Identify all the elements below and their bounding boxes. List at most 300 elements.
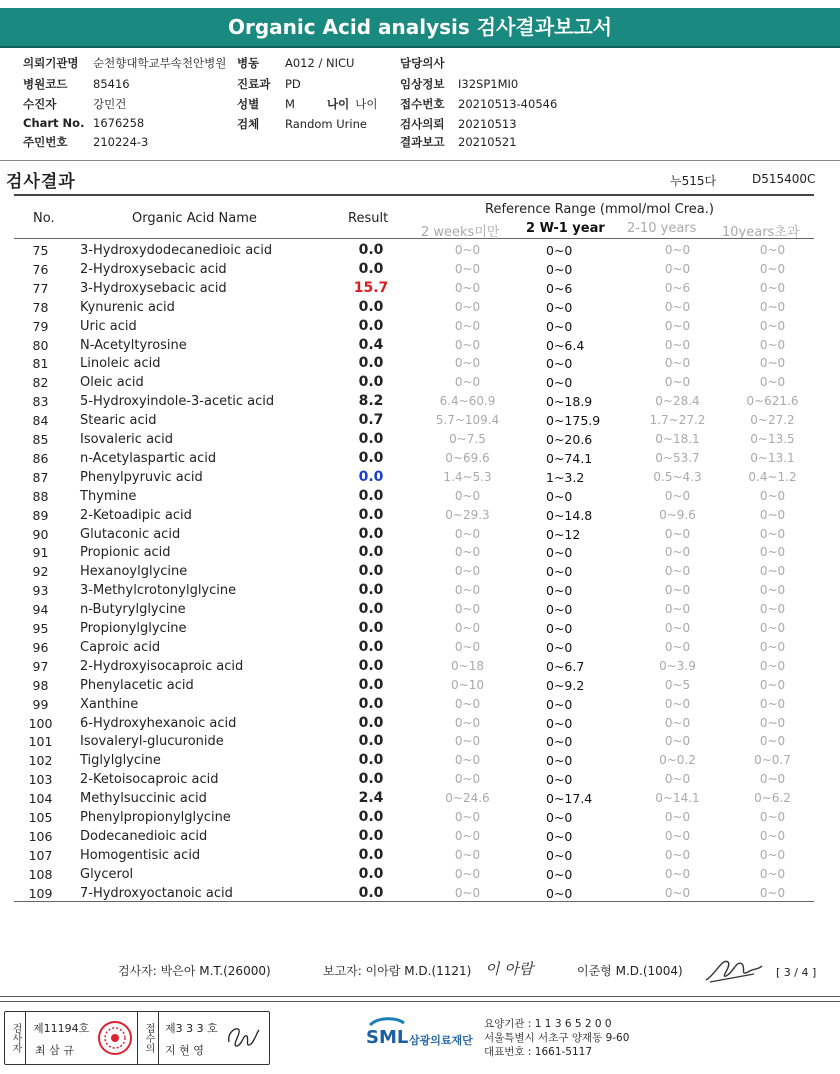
range-2weeks: 0~0	[454, 356, 481, 371]
range-10y: 0~13.1	[750, 450, 795, 465]
acid-name: Isovaleric acid	[80, 432, 174, 447]
acid-name: Phenylpyruvic acid	[80, 469, 203, 485]
info-right-value: 20210513-40546	[458, 97, 558, 111]
row-number: 92	[32, 564, 49, 580]
acid-name: n-Butyrylglycine	[80, 602, 186, 618]
acid-name: Glycerol	[80, 866, 134, 882]
range-2weeks: 0~0	[454, 753, 481, 768]
range-2-10y: 0~0	[664, 356, 691, 371]
result-value: 0.0	[358, 733, 384, 750]
table-row	[0, 298, 840, 317]
age-field: 나이 나이	[327, 97, 378, 111]
info-right-field-4	[400, 134, 517, 150]
row-number: 94	[32, 602, 49, 618]
acid-name: Glutaconic acid	[80, 526, 181, 542]
table-row	[0, 789, 840, 808]
table-row	[0, 884, 840, 903]
result-value: 0.0	[358, 525, 384, 542]
range-2weeks: 0~0	[454, 375, 481, 390]
range-2w-1y: 0~0	[546, 866, 573, 882]
result-value: 0.0	[358, 752, 384, 769]
row-number: 109	[28, 885, 53, 901]
acid-name: Phenylacetic acid	[80, 677, 194, 693]
info-right-value: I32SP1MI0	[458, 77, 519, 91]
range-2weeks: 0~0	[454, 810, 481, 824]
info-right-field-0	[400, 55, 458, 71]
table-row	[0, 392, 840, 411]
range-2w-1y: 0~9.2	[546, 677, 585, 693]
table-row	[0, 487, 840, 506]
range-2-10y: 1.7~27.2	[649, 413, 706, 428]
range-2w-1y: 0~175.9	[546, 413, 601, 429]
row-number: 108	[28, 866, 53, 882]
range-2-10y: 0~0	[664, 545, 691, 560]
range-10y: 0~0	[759, 488, 786, 503]
result-value: 15.7	[353, 279, 389, 296]
range-2weeks: 0~0	[454, 261, 481, 276]
range-2w-1y: 0~0	[546, 243, 573, 258]
row-number: 83	[32, 394, 49, 410]
footer-divider	[0, 996, 840, 997]
row-number: 82	[32, 375, 49, 391]
range-2w-1y: 0~6.4	[546, 337, 585, 353]
range-10y: 0~0	[759, 677, 786, 692]
acid-name: Stearic acid	[80, 413, 157, 429]
info-left-field-1	[23, 76, 130, 92]
range-2weeks: 0~0	[454, 564, 481, 579]
table-row	[0, 430, 840, 449]
range-10y: 0~13.5	[750, 432, 795, 446]
info-mid-field-2	[237, 96, 295, 112]
result-value: 0.4	[358, 336, 384, 353]
acid-name: n-Acetylaspartic acid	[80, 450, 217, 466]
table-row	[0, 657, 840, 676]
range-2weeks: 5.7~109.4	[435, 413, 500, 428]
result-value: 0.0	[358, 298, 384, 315]
range-2-10y: 0~0	[664, 243, 691, 257]
range-2-10y: 0~0	[664, 828, 691, 843]
org-name: 삼광의료재단	[409, 1034, 473, 1047]
range-10y: 0~0	[759, 564, 786, 579]
range-2-10y: 0~0	[664, 488, 691, 503]
row-number: 86	[32, 450, 49, 466]
range-2weeks: 0~69.6	[445, 450, 490, 465]
range-2-10y: 0~0	[664, 583, 691, 598]
range-2-10y: 0~18.1	[655, 432, 700, 446]
range-2w-1y: 0~6	[546, 280, 573, 296]
range-10y: 0~0	[759, 847, 786, 862]
range-10y: 0~0	[759, 356, 786, 371]
range-2weeks: 0~0	[454, 828, 481, 843]
range-2weeks: 0~0	[454, 734, 481, 749]
info-left-label: 주민번호	[23, 135, 68, 149]
acid-name: Linoleic acid	[80, 356, 161, 372]
acid-name: 2-Hydroxyisocaproic acid	[80, 658, 244, 674]
cert1-name: 최 삼 규	[35, 1044, 74, 1057]
row-number: 87	[32, 469, 49, 485]
range-10y: 0~621.6	[746, 394, 799, 409]
cert1-label: 검사자	[5, 1012, 26, 1064]
acid-name: 5-Hydroxyindole-3-acetic acid	[80, 394, 275, 410]
range-2weeks: 1.4~5.3	[443, 469, 492, 484]
range-2-10y: 0~0	[664, 885, 691, 900]
cert2-signature	[223, 1022, 263, 1054]
range-2weeks: 0~0	[454, 715, 481, 730]
range-2w-1y: 0~12	[546, 526, 581, 542]
range-2-10y: 0~0.2	[659, 753, 696, 768]
result-value: 0.0	[358, 865, 384, 882]
table-row	[0, 846, 840, 865]
doctor-signature: 이준형 M.D.(1004)	[577, 964, 683, 978]
result-value: 0.0	[358, 582, 384, 599]
row-number: 90	[32, 526, 49, 542]
info-mid-field-1	[237, 76, 301, 92]
range-2-10y: 0~0	[664, 621, 691, 635]
reporter-handwritten-sig: 이 아람	[485, 960, 534, 978]
info-mid-label: 진료과	[237, 77, 271, 91]
table-row	[0, 562, 840, 581]
range-2weeks: 0~0	[454, 696, 481, 711]
range-2w-1y: 0~0	[546, 621, 573, 636]
result-value: 0.0	[358, 260, 384, 277]
range-2w-1y: 0~0	[546, 318, 573, 334]
range-2w-1y: 1~3.2	[546, 469, 585, 485]
range-10y: 0~0	[759, 602, 786, 617]
row-number: 75	[32, 243, 49, 258]
table-row	[0, 260, 840, 279]
table-row	[0, 279, 840, 298]
info-left-label: Chart No.	[23, 116, 85, 130]
range-10y: 0~0	[759, 658, 786, 673]
acid-name: Uric acid	[80, 318, 137, 334]
result-value: 0.0	[358, 638, 384, 655]
range-10y: 0~0	[759, 337, 786, 352]
range-2weeks: 0~0	[454, 299, 481, 314]
info-left-value: 순천향대학교부속천안병원	[93, 56, 227, 70]
range-2w-1y: 0~0	[546, 753, 573, 769]
subheader-2-10y: 2-10 years	[627, 221, 697, 236]
table-bottom-border	[14, 901, 814, 902]
table-row	[0, 468, 840, 487]
range-2-10y: 0~0	[664, 696, 691, 711]
footer-divider-2	[0, 1001, 840, 1002]
range-2w-1y: 0~17.4	[546, 791, 593, 807]
acid-name: Oleic acid	[80, 375, 144, 391]
range-10y: 0~0	[759, 696, 786, 711]
range-2weeks: 0~29.3	[445, 507, 490, 522]
range-2weeks: 0~0	[454, 526, 481, 541]
table-row	[0, 354, 840, 373]
result-value: 8.2	[358, 393, 384, 410]
info-mid-value: Random Urine	[285, 117, 367, 131]
info-left-label: 병원코드	[23, 77, 68, 91]
info-mid-label: 성별	[237, 97, 260, 111]
range-2-10y: 0~0	[664, 337, 691, 352]
row-number: 101	[28, 734, 53, 750]
row-number: 96	[32, 639, 49, 655]
sml-logo-text: SML	[366, 1027, 409, 1048]
range-2w-1y: 0~0	[546, 828, 573, 844]
row-number: 91	[32, 545, 49, 561]
table-row	[0, 336, 840, 355]
acid-name: 6-Hydroxyhexanoic acid	[80, 715, 237, 731]
acid-name: Phenylpropionylglycine	[80, 810, 231, 825]
range-2-10y: 0~0	[664, 602, 691, 617]
range-2w-1y: 0~6.7	[546, 658, 585, 674]
range-10y: 0~27.2	[750, 413, 795, 428]
table-row	[0, 714, 840, 733]
acid-name: Tiglylglycine	[80, 753, 161, 769]
row-number: 85	[32, 432, 49, 447]
range-10y: 0~0	[759, 318, 786, 333]
range-2weeks: 0~0	[454, 772, 481, 787]
range-2-10y: 0~0	[664, 772, 691, 787]
reporter-signature: 보고자: 이아람 M.D.(1121)	[323, 964, 472, 978]
acid-name: 3-Hydroxydodecanedioic acid	[80, 243, 273, 258]
info-mid-label: 검체	[237, 117, 260, 131]
row-number: 79	[32, 318, 49, 334]
range-10y: 0~0	[759, 772, 786, 787]
result-value: 0.0	[358, 620, 384, 636]
acid-name: Homogentisic acid	[80, 847, 201, 863]
range-2w-1y: 0~0	[546, 488, 573, 504]
table-row	[0, 449, 840, 468]
range-2w-1y: 0~0	[546, 261, 573, 277]
result-value: 0.0	[358, 506, 384, 523]
range-2weeks: 0~0	[454, 545, 481, 560]
row-number: 103	[28, 772, 53, 788]
table-row	[0, 751, 840, 770]
info-right-value: 20210513	[458, 117, 517, 131]
row-number: 81	[32, 356, 49, 372]
acid-name: 2-Ketoisocaproic acid	[80, 772, 219, 788]
col-header-no: No.	[33, 211, 55, 226]
acid-name: Thymine	[80, 488, 137, 504]
result-value: 0.0	[358, 809, 384, 825]
range-2w-1y: 0~0	[546, 639, 573, 655]
range-2-10y: 0~53.7	[655, 450, 700, 465]
table-row	[0, 506, 840, 525]
info-left-value: 85416	[93, 77, 130, 91]
info-mid-value: A012 / NICU	[285, 56, 355, 70]
row-number: 95	[32, 621, 49, 636]
range-2-10y: 0~0	[664, 715, 691, 730]
range-2weeks: 0~0	[454, 280, 481, 295]
range-2w-1y: 0~0	[546, 299, 573, 315]
range-10y: 0~0	[759, 885, 786, 900]
range-2-10y: 0~0	[664, 526, 691, 541]
range-2w-1y: 0~0	[546, 715, 573, 731]
info-mid-value: PD	[285, 77, 301, 91]
range-2-10y: 0.5~4.3	[653, 469, 702, 484]
table-row	[0, 827, 840, 846]
acid-name: Caproic acid	[80, 639, 161, 655]
table-row	[0, 581, 840, 600]
info-right-value: 20210521	[458, 135, 517, 149]
table-header-border	[14, 238, 814, 239]
license-stamp-box	[4, 1011, 270, 1065]
acid-name: 3-Hydroxysebacic acid	[80, 280, 227, 296]
range-2w-1y: 0~74.1	[546, 450, 593, 466]
range-2w-1y: 0~0	[546, 564, 573, 580]
info-left-field-2	[23, 96, 126, 112]
row-number: 76	[32, 261, 49, 277]
result-value: 0.0	[358, 676, 384, 693]
range-2weeks: 0~0	[454, 621, 481, 635]
range-2weeks: 0~18	[451, 658, 484, 673]
range-10y: 0~0	[759, 545, 786, 560]
info-left-field-4	[23, 134, 148, 150]
acid-name: 2-Hydroxysebacic acid	[80, 261, 227, 277]
cert1-number: 제11194호	[33, 1022, 90, 1035]
info-right-field-1	[400, 76, 518, 92]
range-10y: 0~0	[759, 526, 786, 541]
table-row	[0, 373, 840, 392]
range-2weeks: 0~0	[454, 337, 481, 352]
table-row	[0, 732, 840, 751]
code-2: D515400C	[752, 172, 816, 186]
range-2-10y: 0~0	[664, 564, 691, 579]
info-divider-right	[265, 160, 840, 161]
cert2-name: 지 현 영	[165, 1044, 204, 1057]
range-2-10y: 0~14.1	[655, 791, 700, 806]
range-2weeks: 6.4~60.9	[439, 394, 496, 409]
result-value: 0.0	[358, 601, 384, 618]
range-10y: 0~0	[759, 866, 786, 881]
range-2weeks: 0~0	[454, 243, 481, 257]
result-value: 2.4	[358, 790, 384, 807]
range-2-10y: 0~0	[664, 734, 691, 749]
range-10y: 0~0	[759, 243, 786, 257]
info-right-label: 결과보고	[400, 135, 445, 149]
range-10y: 0~0	[759, 621, 786, 635]
row-number: 97	[32, 658, 49, 674]
table-row	[0, 770, 840, 789]
row-number: 78	[32, 299, 49, 315]
result-value: 0.0	[358, 242, 384, 258]
org-address: 요양기관 : 1 1 3 6 5 2 0 0 서울특별시 서초구 양재동 9-60 대표번호 : 1661-5117	[484, 1018, 630, 1058]
info-left-field-0	[23, 55, 226, 71]
acid-name: 2-Ketoadipic acid	[80, 507, 192, 523]
report-title-bar	[0, 8, 840, 48]
table-row	[0, 543, 840, 562]
info-left-label: 수진자	[23, 97, 57, 111]
range-2weeks: 0~0	[454, 318, 481, 333]
row-number: 98	[32, 677, 49, 693]
table-row	[0, 600, 840, 619]
info-left-value: 1676258	[93, 116, 145, 130]
table-row	[0, 638, 840, 657]
official-seal-icon	[97, 1020, 133, 1056]
page-indicator: [ 3 / 4 ]	[776, 966, 817, 979]
row-number: 106	[28, 828, 53, 844]
result-value: 0.0	[358, 563, 384, 580]
row-number: 105	[28, 810, 53, 825]
range-10y: 0~0	[759, 280, 786, 295]
code-1: 누515다	[670, 174, 717, 188]
range-2weeks: 0~0	[454, 488, 481, 503]
section-title: 검사결과	[6, 172, 76, 192]
table-row	[0, 241, 840, 260]
subheader-2w-1y: 2 W-1 year	[526, 221, 605, 236]
acid-name: Propionic acid	[80, 545, 171, 561]
range-2-10y: 0~5	[664, 677, 691, 692]
info-mid-field-3	[237, 116, 367, 132]
result-value: 0.0	[358, 846, 384, 863]
result-value: 0.0	[358, 317, 384, 334]
range-10y: 0~0	[759, 583, 786, 598]
range-2weeks: 0~7.5	[449, 432, 486, 446]
result-value: 0.0	[358, 468, 384, 485]
range-10y: 0~0	[759, 639, 786, 654]
range-2weeks: 0~0	[454, 583, 481, 598]
result-value: 0.0	[358, 355, 384, 372]
table-row	[0, 619, 840, 638]
row-number: 104	[28, 791, 53, 807]
result-value: 0.0	[358, 771, 384, 788]
range-2weeks: 0~10	[451, 677, 484, 692]
range-2w-1y: 0~0	[546, 810, 573, 825]
acid-name: N-Acetyltyrosine	[80, 337, 187, 353]
result-value: 0.0	[358, 449, 384, 466]
row-number: 93	[32, 583, 49, 599]
col-header-reference: Reference Range (mmol/mol Crea.)	[485, 202, 714, 217]
acid-name: Propionylglycine	[80, 621, 187, 636]
info-left-value: 강민건	[93, 97, 127, 111]
range-10y: 0~0	[759, 375, 786, 390]
table-top-border	[14, 194, 814, 196]
range-2-10y: 0~0	[664, 299, 691, 314]
range-10y: 0~0	[759, 507, 786, 522]
range-2w-1y: 0~0	[546, 734, 573, 750]
range-2-10y: 0~0	[664, 866, 691, 881]
range-2w-1y: 0~0	[546, 375, 573, 391]
range-2w-1y: 0~0	[546, 885, 573, 901]
result-value: 0.0	[358, 431, 384, 447]
info-left-label: 의뢰기관명	[23, 56, 79, 70]
info-left-field-3	[23, 116, 144, 130]
range-2weeks: 0~0	[454, 639, 481, 654]
range-2-10y: 0~9.6	[659, 507, 696, 522]
range-2w-1y: 0~20.6	[546, 432, 593, 447]
subheader-10y: 10years초과	[722, 225, 800, 240]
range-10y: 0~0	[759, 828, 786, 843]
table-row	[0, 525, 840, 544]
range-2w-1y: 0~0	[546, 602, 573, 618]
report-title: Organic Acid analysis 검사결과보고서	[227, 15, 613, 39]
info-mid-field-0	[237, 55, 354, 71]
info-right-label: 담당의사	[400, 56, 445, 70]
range-2w-1y: 0~0	[546, 772, 573, 788]
result-value: 0.0	[358, 695, 384, 712]
info-left-value: 210224-3	[93, 135, 149, 149]
table-row	[0, 695, 840, 714]
result-value: 0.0	[358, 487, 384, 504]
range-2-10y: 0~28.4	[655, 394, 700, 409]
acid-name: 3-Methylcrotonylglycine	[80, 583, 237, 599]
row-number: 77	[32, 280, 49, 296]
range-2w-1y: 0~0	[546, 545, 573, 561]
col-header-result: Result	[348, 211, 389, 226]
result-value: 0.0	[358, 544, 384, 561]
row-number: 89	[32, 507, 49, 523]
range-2w-1y: 0~0	[546, 696, 573, 712]
range-10y: 0~0	[759, 299, 786, 314]
info-mid-value: M	[285, 97, 295, 111]
result-value: 0.0	[358, 714, 384, 731]
range-10y: 0.4~1.2	[748, 469, 797, 484]
info-right-label: 접수번호	[400, 97, 445, 111]
